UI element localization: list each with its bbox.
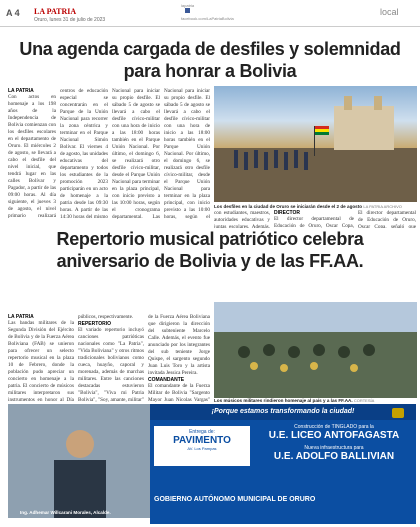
- mayor-photo: [8, 404, 150, 518]
- article2-byline: LA PATRIA: [8, 314, 34, 320]
- mayor-caption: Ing. Adhemar Willcarani Morales, Alcalde.: [20, 510, 111, 515]
- article1-headline: Una agenda cargada de desfiles y solemnidad para honrar a Bolivia: [19, 39, 401, 81]
- band-illustration: [214, 302, 417, 398]
- ad-pavement-box: Entrega de: PAVIMENTO AV. Los Pampas: [154, 426, 250, 466]
- article1-col4: [214, 210, 270, 228]
- article2-text1: Las bandas militares de la Segunda División del Ejército de Bolivia y de la Fuerza Aérea Boliviana (FAB) se unieron para ofrecer un selecto repertorio musical en la plaza 10 de Febrero, donde la población pudo apreciar un concierto en homenaje a la patria. El concierto de músicos militares interpretaron sus instrumentos en honor al Día: [8, 320, 74, 402]
- ad-projects: Construcción de TINGLADO para la U.E. LICEO ANTOFAGASTA Nueva infraestructura para U.E. ADOLFO BALLIVIAN: [268, 424, 400, 462]
- article2-caption: Los músicos militares rindieron homenaje al país y a las FF.AA. CORTESÍA: [214, 398, 375, 403]
- social-handle: lapatria: [181, 3, 195, 8]
- article1-col3b: [164, 88, 210, 220]
- article2-text3b: El comandante de la Fuerza Militar de Bolivia "Sargento Mayor Juan Nicolas Vargas": [148, 383, 210, 402]
- article1-text2: centros de educación especial se concentrarán en el Parque de la Unión Nacional para recorrer la zona céntrica y terminar en el Parque Nacional Simón Bolívar. El viernes 4 de agosto, las unidades educativas del departamento y todos los estudiantes de la promoción 2023 participarán en un acto de homenaje a la patria desde las 09:30 horas. A partir de las 14:30 horas del mismo: [60, 88, 108, 220]
- article2-col1: [8, 314, 74, 402]
- article2-col2: [78, 314, 144, 402]
- ad-banner: ¡Porque estamos transformando la ciudad!: [150, 404, 416, 420]
- coat-of-arms-icon: [392, 408, 404, 418]
- article2-subhead1: REPERTORIO: [78, 321, 111, 327]
- section-label: local: [380, 7, 399, 17]
- article2-text3: de la Fuerza Aérea Boliviana que dirigieron la dirección del subteniente Marcelo Calle. Además, el evento fue anunciado por los integrantes del sub teniente Jorge Quispe, el sargento segundo Juan Luis Toro y la artista invitada Jessica Pereira.: [148, 314, 210, 376]
- article2-headline: Repertorio musical patriótico celebra aniversario de Bolivia y de las FF.AA.: [56, 229, 364, 271]
- article1-text6: El director departamental de Educación de Oruro, Oscar Copa, señaló que: [358, 210, 416, 228]
- article1-caption: Los desfiles en la ciudad de Oruro se iniciarán desde el 2 de agosto LA PATRIA ARCHIVO: [214, 204, 402, 209]
- article1-subhead: DIRECTOR: [274, 210, 301, 216]
- article2-col3: [148, 314, 210, 402]
- article1-col3: [112, 88, 160, 220]
- newspaper-logo: LA PATRIA: [34, 7, 77, 16]
- article1-text5: El director departamental de Educación de Oruro, Oscar Copa,: [274, 216, 354, 228]
- article1-text1: Con actos en homenaje a los 198 años de la Independencia de Bolivia comienzan con los desfiles escolares en el departamento de Oruro. El miércoles 2 de agosto, se llevará a cabo el desfile del nivel inicial, que tendrá lugar en las calles Bolívar y Pagador, a partir de las 09:00 horas. Al día siguiente, el jueves 3 de agosto, el nivel primario realizará: [8, 94, 56, 219]
- municipal-ad[interactable]: [150, 404, 416, 524]
- article2-subhead2: COMANDANTE: [148, 377, 185, 383]
- article2-photo: [214, 302, 417, 398]
- ad-municipality: GOBIERNO AUTÓNOMO MUNICIPAL DE ORURO: [154, 496, 316, 503]
- article2-text2a: públicos, respectivamente.: [78, 314, 134, 320]
- mayor-illustration: [8, 404, 150, 518]
- page-number: A 4: [6, 8, 20, 18]
- issue-date: Oruro, lunes 31 de julio de 2023: [34, 17, 106, 23]
- page-header: [0, 0, 420, 27]
- social-link[interactable]: facebook.com/LaPatriaBolivia: [181, 16, 234, 21]
- article1-col5: [274, 210, 354, 228]
- article1-text3b: Nacional para iniciar su propio desfile. El sábado 5 de agosto se llevará a cabo el desfile cívico-militar con una hora de inicio a las 18:00 horas también en el Parque Unión Nacional. Por último, el domingo 6, se realizará otro desfile cívico-militar, desde el Parque Unión Nacional para terminar en la plaza principal, con inicio previsto a las 10:00 horas, según el: [164, 88, 210, 220]
- article1-col6: [358, 210, 416, 228]
- article1-col2: [60, 88, 108, 220]
- article1-col1: [8, 88, 56, 220]
- article1-byline: LA PATRIA: [8, 88, 34, 94]
- parade-illustration: [214, 86, 417, 202]
- article1-photo: [214, 86, 417, 202]
- article2-text2: El variado repertorio incluyó canciones patrióticas nacionales como "La Patria", "Vida Boliviana" y otros ritmos tradicionales bolivianos como cueca, huayño, caporal y morenada, además de marchas militares. Entre las canciones destacadas estuvieron "Bolivia", "Viva mi Patria Bolivia", "Soy, amante, militar": [78, 327, 144, 402]
- article1-text4: con estudiantes, maestros, autoridades educativas y juntas escolares. Además,: [214, 210, 270, 228]
- facebook-icon: [185, 8, 190, 13]
- article1-text3: Nacional para iniciar su propio desfile. El sábado 5 de agosto se llevará a cabo el desfile cívico-militar con una hora de inicio a las 18:00 horas también en el Parque Unión Nacional. Por último, el domingo 6, se realizará otro desfile cívico-militar, desde el Parque Unión Nacional para terminar en la plaza principal, con inicio previsto a las 10:00 horas, según el cronograma departamental. Las: [112, 88, 160, 220]
